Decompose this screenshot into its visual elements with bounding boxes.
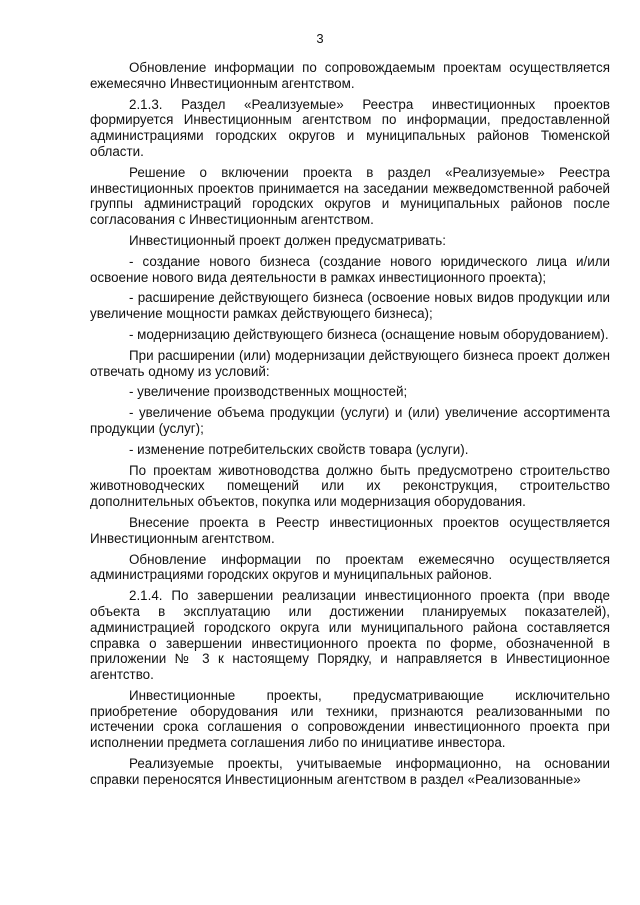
paragraph-monthly-update: Обновление информации по сопровождаемым проектам осуществляется ежемесячно Инвестиционным агентством. xyxy=(90,60,610,91)
list-item-modernization: - модернизацию действующего бизнеса (оснащение новым оборудованием). xyxy=(129,326,609,342)
paragraph-inclusion-decision: Решение о включении проекта в раздел «Реализуемые» Реестра инвестиционных проектов принимается на заседании межведомственной рабочей группы администраций городских округов и муниципальных районов после согласования с Инвестиционным агентством. xyxy=(90,164,610,228)
document-body xyxy=(90,60,610,793)
paragraph-equipment-projects: Инвестиционные проекты, предусматривающие исключительно приобретение оборудования или техники, признаются реализованными по истечении срока соглашения о сопровождении инвестиционного проекта при исполнении предмета соглашения либо по инициативе инвестора. xyxy=(90,687,610,751)
page-number: 3 xyxy=(316,31,324,46)
paragraph-project-requirements: Инвестиционный проект должен предусматривать: xyxy=(129,232,446,248)
list-item-expansion: - расширение действующего бизнеса (освоение новых видов продукции или увеличение мощности рамках действующего бизнеса); xyxy=(90,290,610,322)
paragraph-transfer: Реализуемые проекты, учитываемые информационно, на основании справки переносятся Инвестиционным агентством в раздел «Реализованные» xyxy=(90,756,610,787)
list-item-new-business: - создание нового бизнеса (создание нового юридического лица и/или освоение нового вида деятельности в рамках инвестиционного проекта); xyxy=(90,253,610,285)
list-item-capacity: - увеличение производственных мощностей; xyxy=(129,384,408,400)
paragraph-conditions: При расширении (или) модернизации действующего бизнеса проект должен отвечать одному из условий: xyxy=(90,347,610,379)
list-item-properties: - изменение потребительских свойств товара (услуги). xyxy=(129,441,469,457)
paragraph-monthly-update-admins: Обновление информации по проектам ежемесячно осуществляется администрациями городских округов и муниципальных районов. xyxy=(90,551,610,583)
list-item-volume: - увеличение объема продукции (услуги) и (или) увеличение ассортимента продукции (услуг); xyxy=(90,405,610,436)
paragraph-2-1-4: 2.1.4. По завершении реализации инвестиционного проекта (при вводе объекта в эксплуатацию или достижении планируемых показателей), администрацией городского округа или муниципального района составляется справка о завершении инвестиционного проекта по форме, обозначенной в приложении № 3 к настоящему Порядку, и направляется в Инвестиционное агентство. xyxy=(90,588,610,683)
paragraph-2-1-3: 2.1.3. Раздел «Реализуемые» Реестра инвестиционных проектов формируется Инвестиционным агентством по информации, предоставленной администрациями городских округов и муниципальных районов Тюменской области. xyxy=(90,96,610,159)
paragraph-registry-entry: Внесение проекта в Реестр инвестиционных проектов осуществляется Инвестиционным агентством. xyxy=(90,514,610,546)
paragraph-livestock: По проектам животноводства должно быть предусмотрено строительство животноводческих помещений или их реконструкция, строительство дополнительных объектов, покупка или модернизация оборудования. xyxy=(90,462,610,510)
